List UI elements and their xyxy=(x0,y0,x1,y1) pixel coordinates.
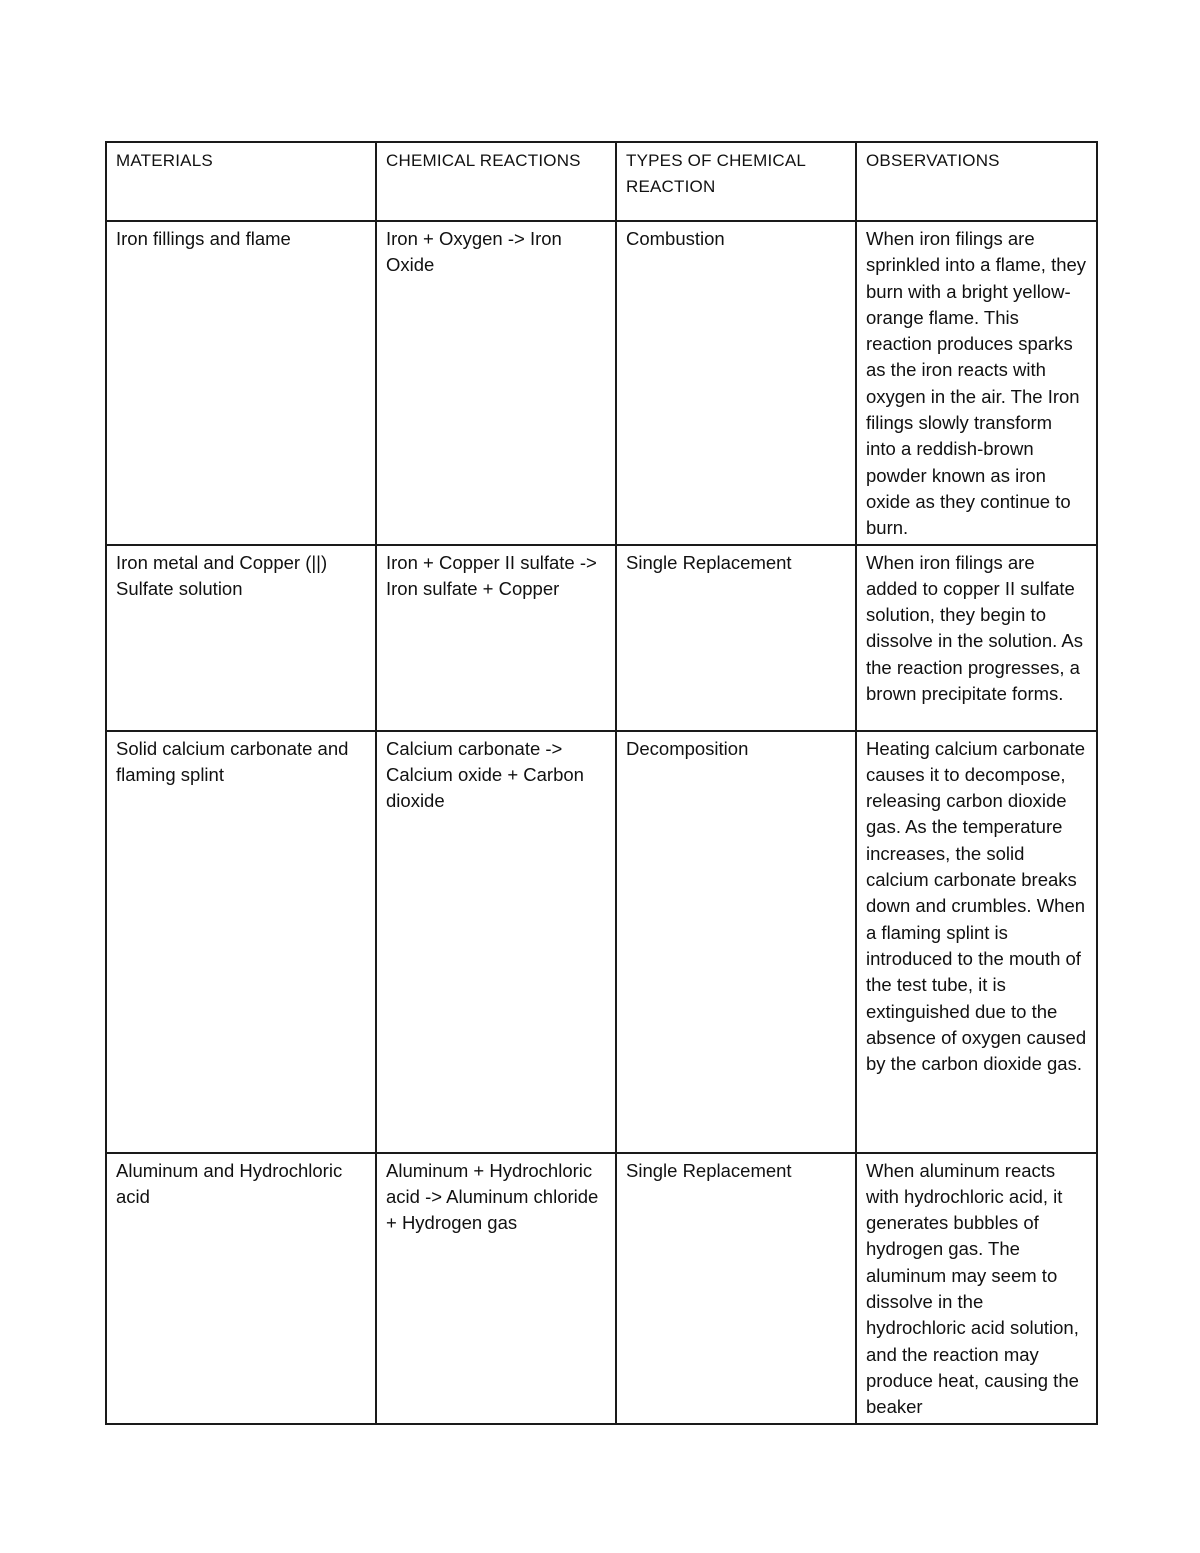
table-row xyxy=(106,221,1097,545)
table-row xyxy=(106,731,1097,1153)
cell-materials: Solid calcium carbonate and flaming splint xyxy=(106,731,376,1153)
cell-reaction-type: Single Replacement xyxy=(616,545,856,731)
cell-reaction: Iron + Copper II sulfate -> Iron sulfate + Copper xyxy=(376,545,616,731)
cell-reaction-type: Combustion xyxy=(616,221,856,545)
cell-materials: Iron metal and Copper (||) Sulfate solution xyxy=(106,545,376,731)
table-row xyxy=(106,1153,1097,1424)
cell-observations: When iron filings are added to copper II sulfate solution, they begin to dissolve in the solution. As the reaction progresses, a brown precipitate forms. xyxy=(856,545,1097,731)
table-header xyxy=(106,142,1097,221)
header-materials: MATERIALS xyxy=(106,142,376,221)
cell-materials: Aluminum and Hydrochloric acid xyxy=(106,1153,376,1424)
table-row xyxy=(106,545,1097,731)
header-chemical-reactions: CHEMICAL REACTIONS xyxy=(376,142,616,221)
cell-materials: Iron fillings and flame xyxy=(106,221,376,545)
cell-reaction: Iron + Oxygen -> Iron Oxide xyxy=(376,221,616,545)
header-observations: OBSERVATIONS xyxy=(856,142,1097,221)
cell-observations: When iron filings are sprinkled into a flame, they burn with a bright yellow-orange flame. This reaction produces sparks as the iron reacts with oxygen in the air. The Iron filings slowly transform into a reddish-brown powder known as iron oxide as they continue to burn. xyxy=(856,221,1097,545)
cell-observations: When aluminum reacts with hydrochloric acid, it generates bubbles of hydrogen gas. The aluminum may seem to dissolve in the hydrochloric acid solution, and the reaction may produce heat, causing the beaker xyxy=(856,1153,1097,1424)
cell-reaction-type: Single Replacement xyxy=(616,1153,856,1424)
cell-reaction-type: Decomposition xyxy=(616,731,856,1153)
cell-reaction: Aluminum + Hydrochloric acid -> Aluminum chloride + Hydrogen gas xyxy=(376,1153,616,1424)
header-types-of-chemical-reaction: TYPES OF CHEMICAL REACTION xyxy=(616,142,856,221)
header-row xyxy=(106,142,1097,221)
table-body xyxy=(106,221,1097,1424)
cell-observations: Heating calcium carbonate causes it to decompose, releasing carbon dioxide gas. As the temperature increases, the solid calcium carbonate breaks down and crumbles. When a flaming splint is introduced to the mouth of the test tube, it is extinguished due to the absence of oxygen caused by the carbon dioxide gas. xyxy=(856,731,1097,1153)
chemical-reactions-table xyxy=(105,141,1098,1425)
cell-reaction: Calcium carbonate -> Calcium oxide + Carbon dioxide xyxy=(376,731,616,1153)
